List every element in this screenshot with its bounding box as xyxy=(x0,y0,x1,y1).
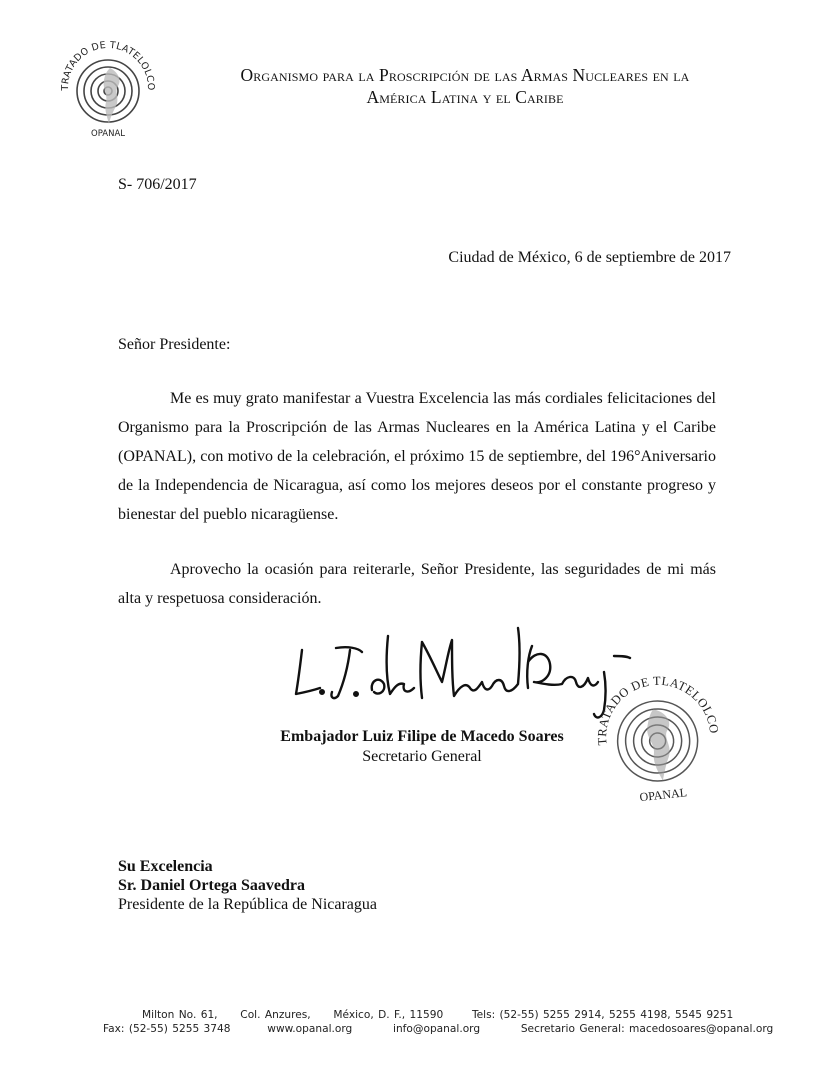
footer-website: www.opanal.org xyxy=(267,1023,353,1035)
addressee-block xyxy=(118,857,377,914)
addressee-name: Sr. Daniel Ortega Saavedra xyxy=(118,877,305,894)
organization-title-line1: Organismo para la Proscripción de las Armas Nucleares en la xyxy=(240,65,690,85)
footer-address: Milton No. 61, xyxy=(142,1009,218,1021)
handwritten-signature xyxy=(292,622,632,727)
footer-email: info@opanal.org xyxy=(393,1023,481,1035)
letter-date: Ciudad de México, 6 de septiembre de 2017 xyxy=(448,249,731,266)
reference-number: S- 706/2017 xyxy=(118,176,197,193)
stamp-bottom-text: OPANAL xyxy=(638,785,688,805)
stamp-arc-text: TRATADO DE TLATELOLCO xyxy=(595,673,722,746)
footer-line-2 xyxy=(103,1023,773,1035)
signer-block xyxy=(272,727,572,767)
body-paragraph-2: Aprovecho la ocasión para reiterarle, Señor Presidente, las seguridades de mi más alta y respetuosa consideración. xyxy=(118,561,716,607)
body-paragraph-1: Me es muy grato manifestar a Vuestra Excelencia las más cordiales felicitaciones del Organismo para la Proscripción de las Armas Nucleares en la América Latina y el Caribe (OPANAL), con motivo de la celebración, el próximo 15 de septiembre, del 196°Aniversario de la Independencia de Nicaragua, así como los mejores deseos por el constante progreso y bienestar del pueblo nicaragüense. xyxy=(118,390,716,523)
opanal-seal-stamp xyxy=(590,665,725,805)
opanal-seal-top xyxy=(52,28,164,140)
footer-telephones: Tels: (52-55) 5255 2914, 5255 4198, 5545 9251 xyxy=(471,1009,734,1021)
addressee-honorific: Su Excelencia xyxy=(118,858,213,875)
footer-city: México, D. F., 11590 xyxy=(333,1009,444,1021)
signer-title: Secretario General xyxy=(362,748,482,765)
salutation: Señor Presidente: xyxy=(118,336,231,353)
seal-bottom-text: OPANAL xyxy=(91,129,125,139)
organization-title-line2: América Latina y el Caribe xyxy=(366,87,564,107)
footer-fax: Fax: (52-55) 5255 3748 xyxy=(103,1023,231,1035)
signer-name: Embajador Luiz Filipe de Macedo Soares xyxy=(280,728,564,745)
footer-colonia: Col. Anzures, xyxy=(240,1009,311,1021)
addressee-title: Presidente de la República de Nicaragua xyxy=(118,896,377,913)
footer-line-1 xyxy=(142,1009,733,1021)
seal-arc-text: TRATADO DE TLATELOLCO xyxy=(59,39,157,91)
organization-title xyxy=(170,64,760,108)
footer-secretary-contact: Secretario General: macedosoares@opanal.org xyxy=(520,1023,774,1035)
